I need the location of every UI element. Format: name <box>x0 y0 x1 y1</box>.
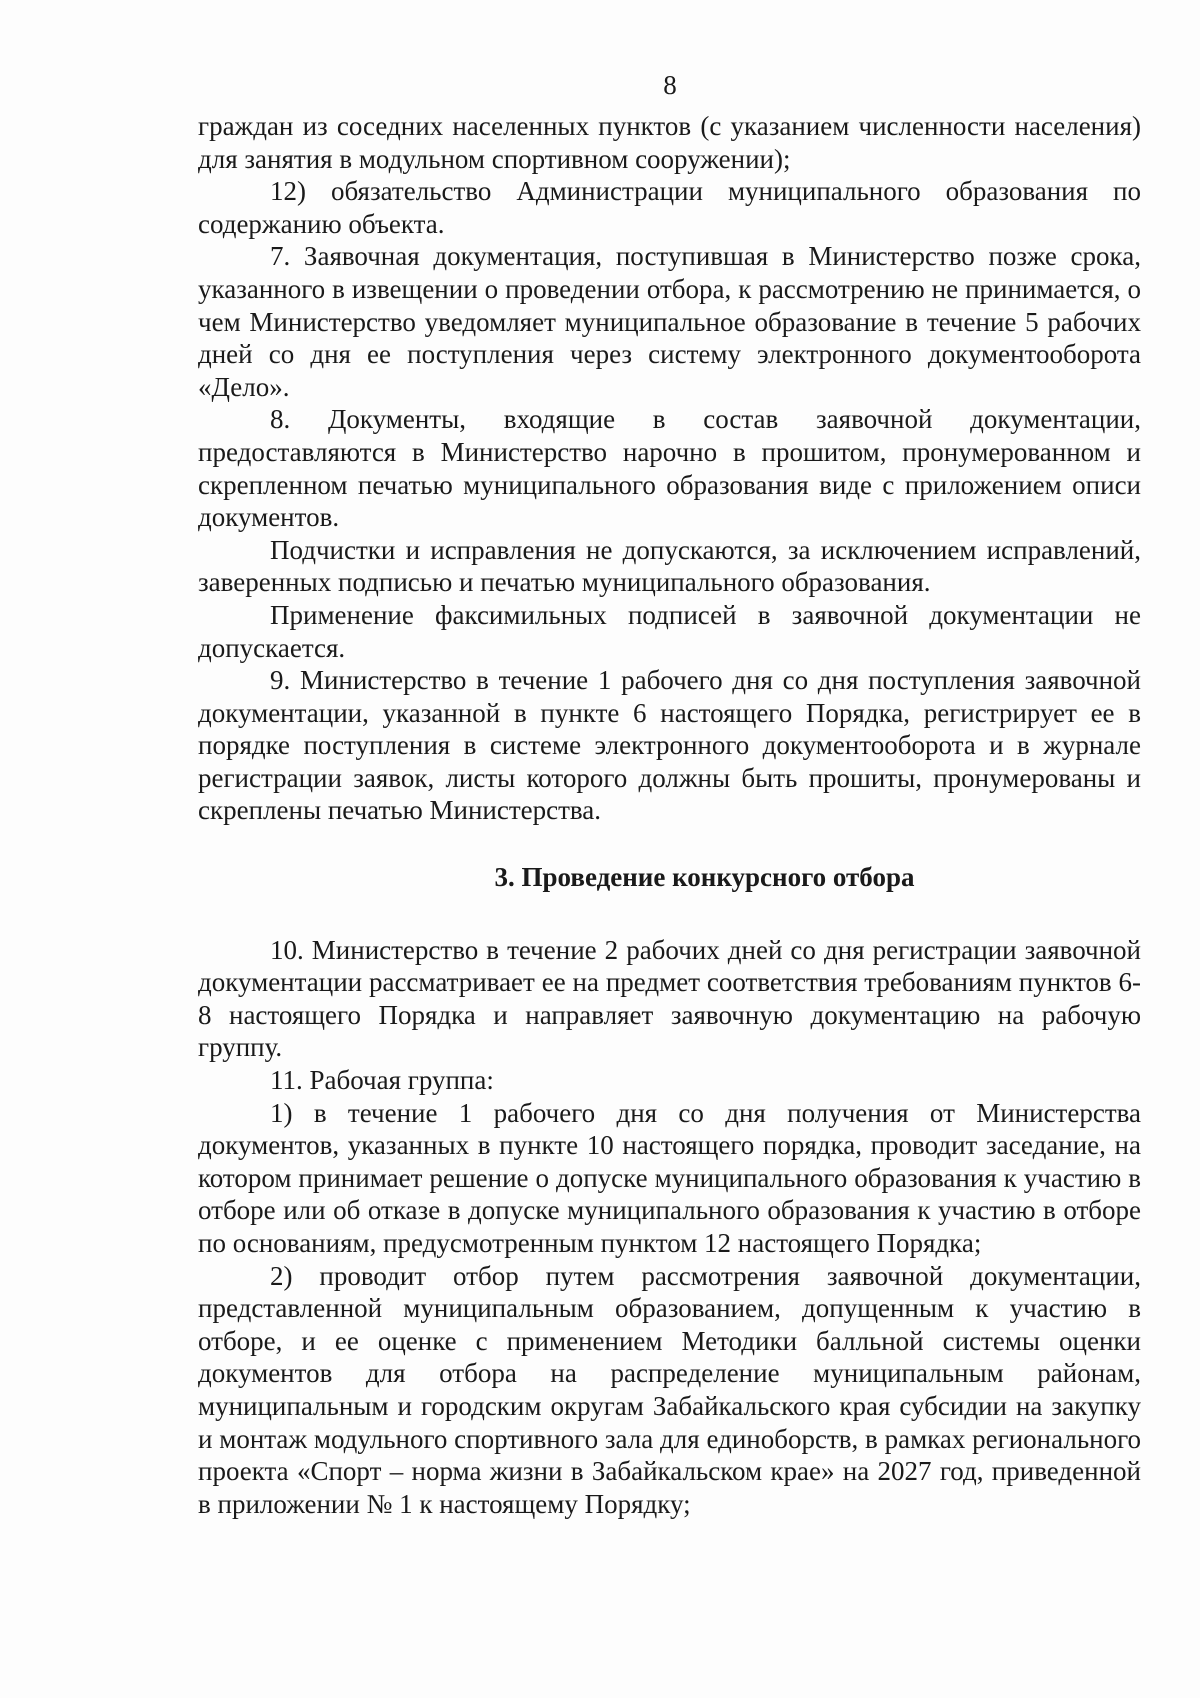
paragraph-section-7: 7. Заявочная документация, поступившая в Министерство позже срока, указанного в извещении о проведении отбора, к рассмотрению не принимается, о чем Министерство уведомляет муниципальное образование в течение 5 рабочих дней со дня ее поступления через систему электронного документооборота «Дело». <box>198 241 1141 402</box>
paragraph-corrections: Подчистки и исправления не допускаются, за исключением исправлений, заверенных подписью и печатью муниципального образования. <box>198 534 1141 598</box>
document-body <box>198 110 1141 1520</box>
paragraph-item-2: 2) проводит отбор путем рассмотрения заявочной документации, представленной муниципальным образованием, допущенным к участию в отборе, и ее оценке с применением Методики балльной системы оценки документов для отбора на распределение муниципальным районам, муниципальным и городским округам Забайкальского края субсидии на закупку и монтаж модульного спортивного зала для единоборств, в рамках регионального проекта «Спорт – норма жизни в Забайкальском крае» на 2027 год, приведенной в приложении № 1 к настоящему Порядку; <box>198 1260 1141 1519</box>
page-number: 8 <box>663 70 677 100</box>
section-heading: 3. Проведение конкурсного отбора <box>494 862 915 893</box>
paragraph-section-11: 11. Рабочая группа: <box>270 1065 494 1096</box>
paragraph-facsimile: Применение факсимильных подписей в заявочной документации не допускается. <box>198 599 1141 663</box>
paragraph-item-12: 12) обязательство Администрации муниципального образования по содержанию объекта. <box>198 176 1141 239</box>
paragraph-item-1: 1) в течение 1 рабочего дня со дня получения от Министерства документов, указанных в пункте 10 настоящего порядка, проводит заседание, на котором принимает решение о допуске муниципального образования к участию в отборе или об отказе в допуске муниципального образования к участию в отборе по основаниям, предусмотренным пунктом 12 настоящего Порядка; <box>198 1097 1141 1258</box>
paragraph-section-9: 9. Министерство в течение 1 рабочего дня со дня поступления заявочной документации, указанной в пункте 6 настоящего Порядка, регистрирует ее в порядке поступления в системе электронного документооборота и в журнале регистрации заявок, листы которого должны быть прошиты, пронумерованы и скреплены печатью Министерства. <box>198 665 1141 826</box>
paragraph-continuation: граждан из соседних населенных пунктов (с указанием численности населения) для занятия в модульном спортивном сооружении); <box>198 111 1141 174</box>
paragraph-section-10: 10. Министерство в течение 2 рабочих дней со дня регистрации заявочной документации рассматривает ее на предмет соответствия требованиям пунктов 6-8 настоящего Порядка и направляет заявочную документацию на рабочую группу. <box>198 934 1141 1063</box>
paragraph-section-8: 8. Документы, входящие в состав заявочной документации, предоставляются в Министерство нарочно в прошитом, пронумерованном и скрепленном печатью муниципального образования виде с приложением описи документов. <box>198 404 1141 533</box>
